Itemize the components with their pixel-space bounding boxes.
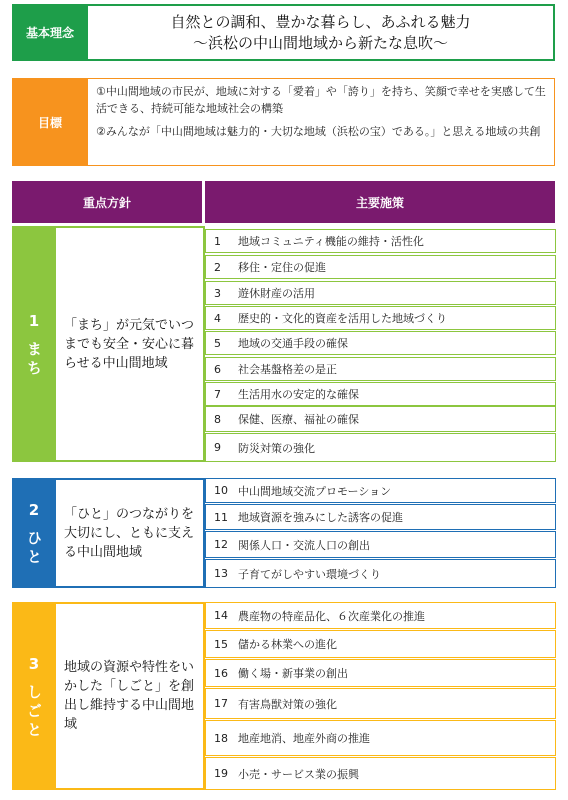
goal-1: ①中山間地域の市民が、地域に対する「愛着」や「誇り」を持ち、笑顔で幸せを実感して生活できる、持続可能な地域社会の構築 (96, 85, 546, 115)
section-shigoto-items (205, 602, 556, 790)
item-number: 6 (214, 362, 221, 376)
list-item (205, 406, 556, 432)
section-hito-policy (56, 478, 205, 588)
item-text: 防災対策の強化 (238, 441, 315, 455)
item-text: 儲かる林業への進化 (238, 638, 337, 651)
item-number: 15 (214, 637, 228, 651)
item-number: 5 (214, 336, 221, 350)
list-item (205, 255, 556, 279)
item-text: 関係人口・交流人口の創出 (238, 538, 370, 552)
item-number: 19 (214, 767, 228, 780)
item-number: 8 (214, 412, 221, 426)
list-item (205, 331, 556, 355)
mokuhyo-label: 目標 (12, 78, 88, 166)
item-number: 13 (214, 567, 228, 580)
list-item (205, 357, 556, 381)
item-number: 17 (214, 697, 228, 710)
item-text: 地域の交通手段の確保 (238, 337, 348, 350)
list-item (205, 559, 556, 588)
item-text: 生活用水の安定的な確保 (238, 388, 359, 401)
section-name: しごと (25, 683, 43, 741)
item-number: 12 (214, 538, 228, 551)
list-item (205, 229, 556, 253)
list-item (205, 306, 556, 330)
item-number: 18 (214, 731, 228, 745)
item-number: 4 (214, 311, 221, 325)
list-item (205, 478, 556, 503)
policy-text: 「まち」が元気でいつまでも安全・安心に暮らせる中山間地域 (64, 317, 195, 371)
item-number: 1 (214, 234, 221, 248)
list-item (205, 531, 556, 558)
rinen-line-1: 自然との調和、豊かな暮らし、あふれる魅力 (170, 12, 471, 31)
policy-text: 「ひと」のつながりを大切にし、ともに支える中山間地域 (64, 506, 195, 560)
item-text: 歴史的・文化的資産を活用した地域づくり (238, 312, 447, 325)
item-number: 9 (214, 441, 221, 454)
section-hito-items (205, 478, 556, 588)
section-machi-label (12, 226, 56, 462)
list-item (205, 382, 556, 406)
item-number: 7 (214, 387, 221, 401)
header-measures: 主要施策 (205, 181, 555, 223)
item-text: 小売・サービス業の振興 (238, 767, 359, 781)
list-item (205, 688, 556, 719)
goal-2: ②みんなが「中山間地域は魅力的・大切な地域（浜松の宝）である。」と思える地域の共創 (96, 125, 541, 138)
section-name: まち (25, 341, 43, 379)
list-item (205, 433, 556, 462)
item-text: 保健、医療、福祉の確保 (238, 413, 359, 426)
list-item (205, 602, 556, 629)
section-shigoto-policy (56, 602, 205, 790)
header-policy: 重点方針 (12, 181, 202, 223)
item-text: 地域コミュニティ機能の維持・活性化 (238, 235, 424, 248)
section-hito-label (12, 478, 56, 588)
item-number: 2 (214, 260, 221, 274)
rinen-statement (88, 4, 555, 61)
section-machi-items (205, 226, 556, 462)
item-text: 地域資源を強みにした誘客の促進 (238, 511, 403, 524)
item-number: 14 (214, 609, 228, 622)
section-machi-policy (56, 226, 205, 462)
section-shigoto-label (12, 602, 56, 790)
list-item (205, 504, 556, 530)
section-number: 1 (28, 312, 40, 330)
item-text: 社会基盤格差の是正 (238, 363, 337, 376)
item-number: 3 (214, 286, 221, 300)
section-name: ひと (25, 530, 43, 568)
item-text: 地産地消、地産外商の推進 (238, 732, 370, 745)
item-number: 10 (214, 484, 228, 497)
item-number: 11 (214, 510, 228, 524)
item-text: 中山間地域交流プロモーション (238, 484, 392, 498)
item-text: 移住・定住の促進 (238, 261, 326, 274)
rinen-label: 基本理念 (12, 4, 88, 61)
list-item (205, 659, 556, 687)
section-number: 2 (28, 501, 40, 519)
item-text: 子育てがしやすい環境づくり (238, 567, 381, 581)
list-item (205, 720, 556, 756)
item-number: 16 (214, 666, 228, 680)
item-text: 有害鳥獣対策の強化 (238, 697, 337, 711)
list-item (205, 630, 556, 658)
list-item (205, 757, 556, 790)
item-text: 農産物の特産品化、６次産業化の推進 (238, 609, 425, 623)
policy-text: 地域の資源や特性をいかした「しごと」を創出し維持する中山間地域 (64, 660, 195, 732)
rinen-line-2: ～浜松の中山間地域から新たな息吹～ (192, 33, 448, 52)
section-number: 3 (28, 654, 40, 673)
item-text: 遊休財産の活用 (238, 287, 315, 300)
list-item (205, 281, 556, 305)
mokuhyo-goals (88, 78, 555, 166)
item-text: 働く場・新事業の創出 (238, 667, 348, 680)
